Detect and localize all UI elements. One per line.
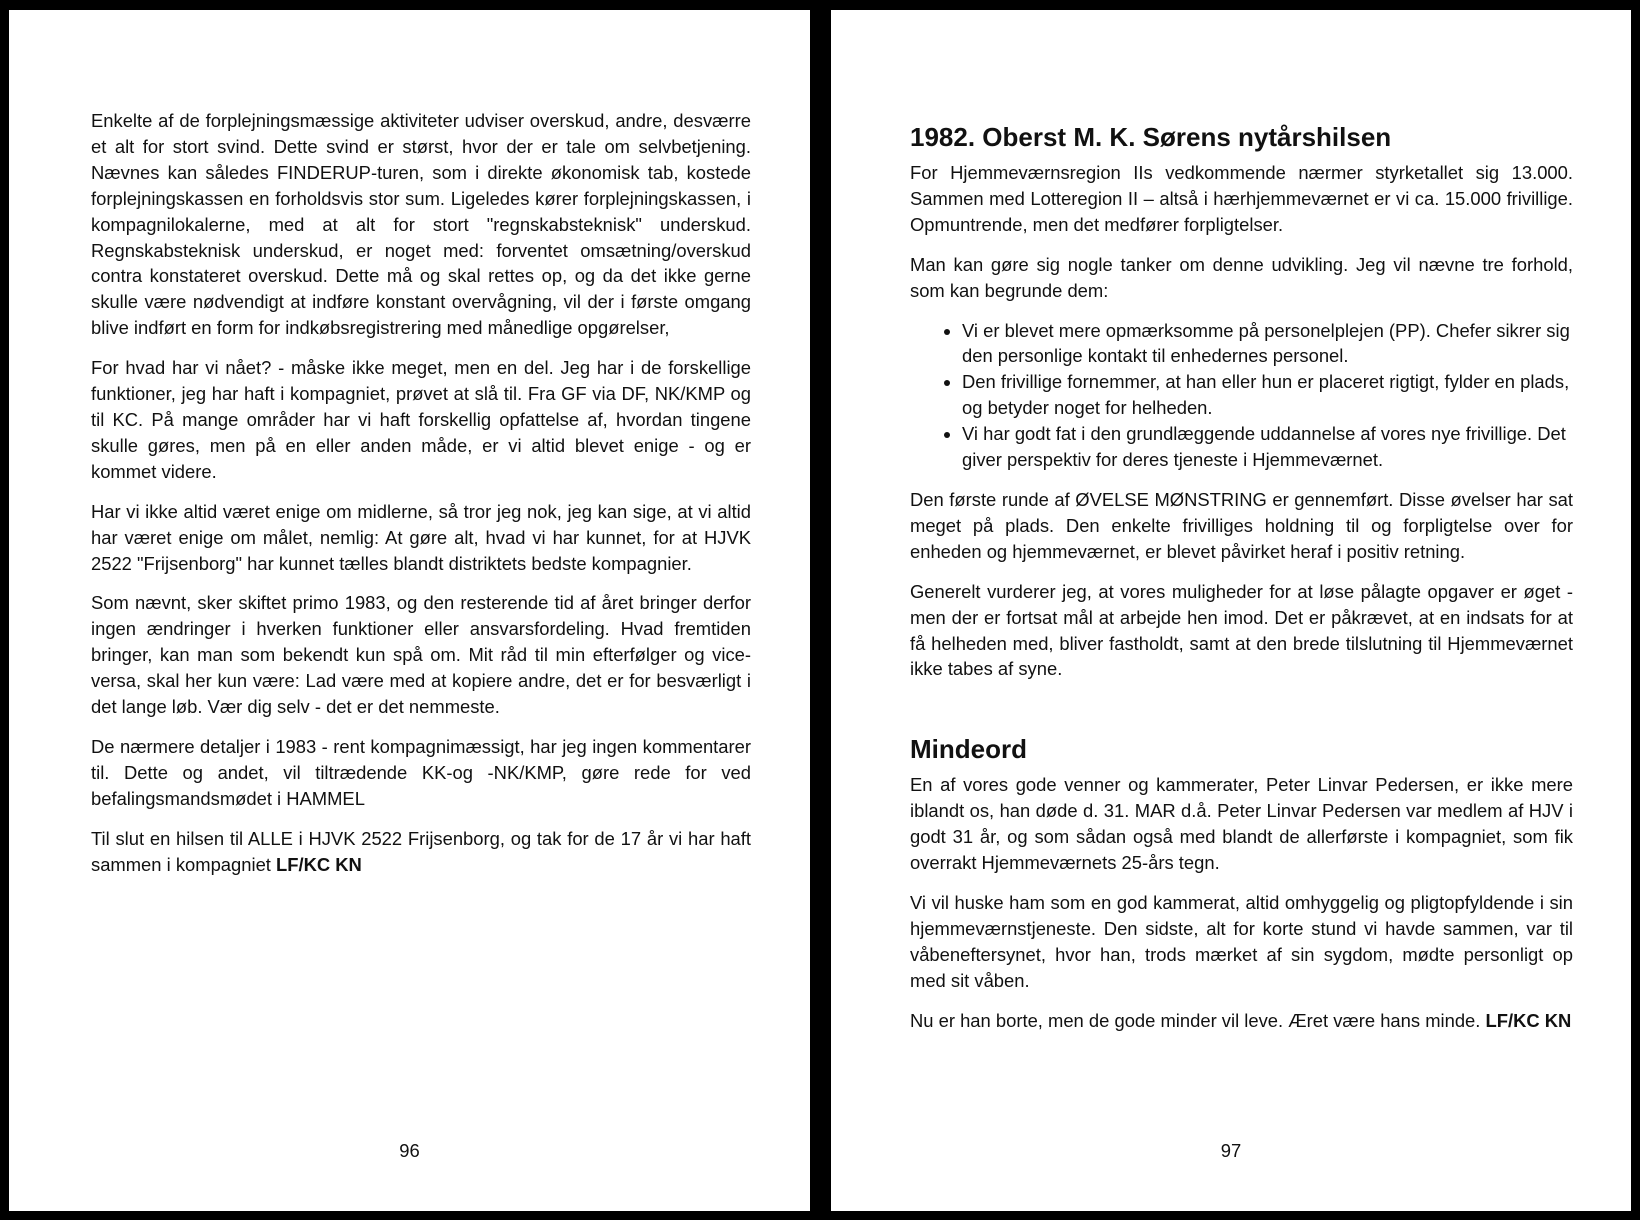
right-paragraph-3: Den første runde af ØVELSE MØNSTRING er gennemført. Disse øvelser har sat meget på plads. Den enkelte frivilliges holdning til og forpligtelse over for enheden og hjemmeværnet, er blevet påvirket heraf i positiv retning. — [910, 488, 1573, 562]
mindeord-paragraph-1: En af vores gode venner og kammerater, Peter Linvar Pedersen, er ikke mere iblandt os, han døde d. 31. MAR d.å. Peter Linvar Pedersen var medlem af HJV i godt 31 år, og som sådan også med blandt de allerførste i kompagniet, som fik overrakt Hjemmeværnets 25-års tegn. — [910, 774, 1573, 874]
left-paragraph-2: For hvad har vi nået? - måske ikke meget, men en del. Jeg har i de forskellige funktioner, jeg har haft i kompagniet, prøvet at slå til. Fra GF via DF, NK/KMP og til KC. På mange områder har vi haft forskellig opfattelse af, hvordan tingene skulle gøres, men på en eller anden måde, er vi altid blevet enige - og er kommet videre. — [91, 357, 751, 482]
bullet-item-3: • Vi har godt fat i den grundlæggende uddannelse af vores nye frivillige. Det giver perspektiv for deres tjeneste i Hjemmeværnet. — [962, 421, 1573, 473]
section-heading-mindeord: Mindeord — [910, 734, 1027, 765]
right-page-content — [910, 108, 1573, 1047]
mindeord-paragraph-2: Vi vil huske ham som en god kammerat, altid omhyggelig og pligtopfyldende i sin hjemmeværnstjeneste. Den sidste, alt for korte stund vi havde sammen, var til våbeneftersynet, hvor han, trods mærket af sin sygdom, mødte personligt op med sit våben. — [910, 891, 1573, 991]
mindeord-closing-paragraph — [910, 1008, 1573, 1034]
left-closing-paragraph — [91, 826, 751, 878]
right-paragraph-4: Generelt vurderer jeg, at vores muligheder for at løse pålagte opgaver er øget - men der er fortsat mål at arbejde hen imod. Det er påkrævet, at en indsats for at få helheden med, bliver fastholdt, samt at den brede tilslutning til Hjemmeværnet ikke tabes af syne. — [910, 580, 1573, 680]
right-paragraph-1: For Hjemmeværnsregion IIs vedkommende nærmer styrketallet sig 13.000. Sammen med Lotteregion II – altså i hærhjemmeværnet er vi ca. 15.000 frivillige. Opmuntrende, men det medfører forpligtelser. — [910, 162, 1573, 235]
bullet-item-2: • Den frivillige fornemmer, at han eller hun er placeret rigtigt, fylder en plads, og betyder noget for helheden. — [962, 369, 1573, 421]
right-page — [831, 10, 1631, 1211]
mindeord-closing-signature: LF/KC KN — [1485, 1009, 1572, 1031]
left-paragraph-1: Enkelte af de forplejningsmæssige aktiviteter udviser overskud, andre, desværre et alt for stort svind. Dette svind er størst, hvor der er tale om selvbetjening. Nævnes kan således FINDERUP-turen, som i direkte økonomisk tab, kostede forplejningskassen en forholdsvis stor sum. Ligeledes kører forplejningskassen, i kompagnilokalerne, med at alt for stort "regnskabsteknisk" underskud. Regnskabsteknisk underskud, er noget med: forventet omsætning/overskud contra konstateret overskud. Dette må og skal rettes op, og da det ikke gerne skulle være nødvendigt at indføre konstant overvågning, vil der i første omgang blive indført en form for indkøbsregistrering med månedlige opgørelser, — [91, 110, 751, 339]
mindeord-closing-text: Nu er han borte, men de gode minder vil leve. Æret være hans minde. — [910, 1009, 1486, 1031]
left-paragraph-3: Har vi ikke altid været enige om midlerne, så tror jeg nok, jeg kan sige, at vi altid har været enige om målet, nemlig: At gøre alt, hvad vi har kunnet, for at HJVK 2522 "Frijsenborg" har kunnet tælles blandt distriktets bedste kompagnier. — [91, 500, 751, 574]
left-paragraph-5: De nærmere detaljer i 1983 - rent kompagnimæssigt, har jeg ingen kommentarer til. Dette og andet, vil tiltrædende KK-og -NK/KMP, gøre rede for ved befalingsmandsmødet i HAMMEL — [91, 735, 751, 809]
section-heading-nytarshilsen: 1982. Oberst M. K. Sørens nytårshilsen — [910, 122, 1392, 152]
left-closing-text: Til slut en hilsen til ALLE i HJVK 2522 Frijsenborg, og tak for de 17 år vi har haft sammen i kompagniet — [91, 827, 751, 875]
left-page-content — [91, 108, 751, 891]
right-paragraph-2: Man kan gøre sig nogle tanker om denne udvikling. Jeg vil nævne tre forhold, som kan begrunde dem: — [910, 253, 1573, 301]
page-number-right: 97 — [1220, 1140, 1242, 1161]
left-paragraph-4: Som nævnt, sker skiftet primo 1983, og den resterende tid af året bringer derfor ingen ændringer i hverken funktioner eller ansvarsfordeling. Hvad fremtiden bringer, kan man som bekendt kun spå om. Mit råd til min efterfølger og vice-versa, skal her kun være: Lad være med at kopiere andre, det er for besværligt i det lange løb. Vær dig selv - det er det nemmeste. — [91, 592, 751, 718]
left-page — [9, 10, 810, 1211]
bullet-list — [910, 318, 1573, 473]
left-closing-signature: LF/KC KN — [276, 853, 362, 875]
bullet-item-1: • Vi er blevet mere opmærksomme på personelplejen (PP). Chefer sikrer sig den personlige kontakt til enhedernes personel. — [962, 318, 1573, 370]
page-number-left: 96 — [399, 1140, 420, 1161]
